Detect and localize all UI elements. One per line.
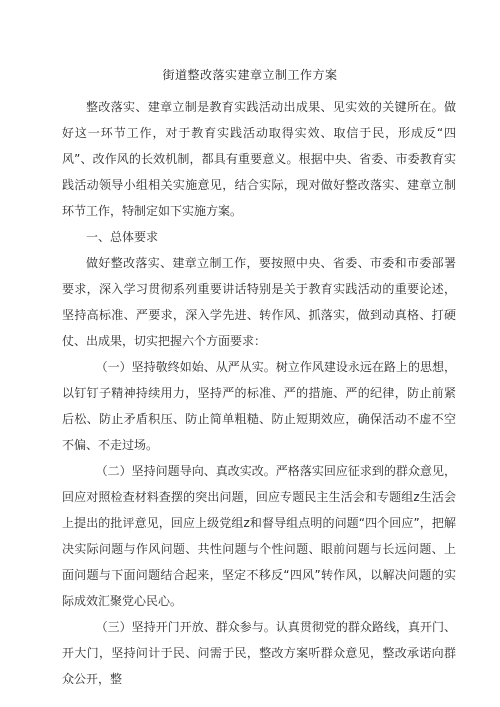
- intro-paragraph: 整改落实、建章立制是教育实践活动出成果、见实效的关键所在。做好这一环节工作，对于教育实践活动取得实效、取信于民，形成反“四风”、改作风的长效机制，都具有重要意义。根据中央、省委、市委教育实践活动领导小组相关实施意见，结合实际，现对做好整改落实、建章立制环节工作，特制定如下实施方案。: [62, 100, 456, 218]
- section-heading-general-requirements: 一、总体要求: [86, 230, 159, 244]
- document-title: 街道整改落实建章立制工作方案: [162, 68, 338, 82]
- requirements-paragraph: 做好整改落实、建章立制工作，要按照中央、省委、市委和市委部署要求，深入学习贯彻系列重要讲话特别是关于教育实践活动的重要论述，坚持高标准、严要求，深入学先进、转作风、抓落实，做到动真格、打硬仗、出成果，切实把握六个方面要求：: [62, 256, 456, 348]
- requirement-item-1: （一）坚持敬终如始、从严从实。树立作风建设永远在路上的思想，以钉钉子精神持续用力，坚持严的标准、严的措施、严的纪律，防止前紧后松、防止矛盾积压、防止简单粗糙、防止短期效应，确保活动不虚不空不偏、不走过场。: [62, 360, 456, 452]
- document-body: [62, 94, 456, 692]
- requirement-item-2: （二）坚持问题导向、真改实改。严格落实回应征求到的群众意见，回应对照检查材料查摆的突出问题，回应专题民主生活会和专题组z生活会上提出的批评意见，回应上级党组z和督导组点明的问题“四个回应”，把解决实际问题与作风问题、共性问题与个性问题、眼前问题与长远问题、上面问题与下面问题结合起来，坚定不移反“四风”转作风，以解决问题的实际成效汇聚党心民心。: [62, 464, 456, 608]
- requirement-item-3: （三）坚持开门开放、群众参与。认真贯彻党的群众路线，真开门、开大门，坚持问计于民、问需于民，整改方案听群众意见，整改承诺向群众公开，整: [62, 620, 456, 686]
